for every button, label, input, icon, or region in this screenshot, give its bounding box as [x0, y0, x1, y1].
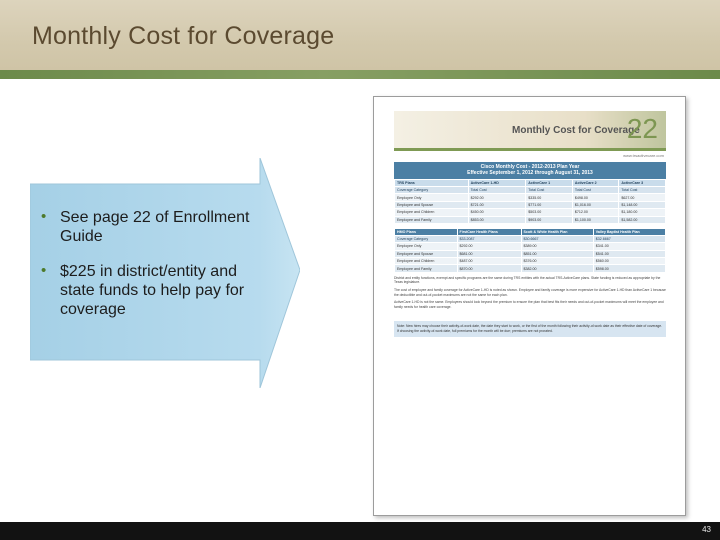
table-cell: Total Cost: [468, 187, 526, 194]
table-cell: $681.00: [457, 250, 521, 257]
table-cell: $1,016.00: [572, 201, 619, 208]
slide-page-number: 43: [702, 525, 711, 534]
document-header: [394, 111, 666, 151]
table-cell: $771.00: [526, 201, 573, 208]
table-cell: Employee Only: [395, 194, 469, 201]
table-row: [395, 265, 666, 272]
table-subheader-row: [395, 187, 666, 194]
table-cell: $292.00: [457, 243, 521, 250]
table-cell: $1,582.00: [619, 216, 666, 223]
column-header: Scott & White Health Plan: [521, 228, 593, 235]
table-cell: Total Cost: [619, 187, 666, 194]
table-cell: $1,180.00: [619, 209, 666, 216]
table-cell: $1,100.00: [572, 216, 619, 223]
table-cell: $450.00: [468, 209, 526, 216]
bullet-list: [34, 208, 254, 335]
table-cell: $32.6667: [593, 235, 665, 242]
enrollment-guide-page-preview: [373, 96, 686, 516]
table-cell: Employee and Children: [395, 258, 458, 265]
column-header: ActiveCare 1: [526, 180, 573, 187]
table-row: [395, 216, 666, 223]
table-cell: $712.00: [572, 209, 619, 216]
table-row: [395, 194, 666, 201]
table-cell: $341.00: [593, 243, 665, 250]
bullet-marker-icon: •: [41, 262, 47, 279]
table-cell: $389.00: [521, 243, 593, 250]
table-cell: $853.00: [468, 216, 526, 223]
table1-header: [394, 162, 666, 179]
table-cell: $870.00: [457, 265, 521, 272]
table-cell: $382.00: [521, 265, 593, 272]
table-cell: Employee and Family: [395, 216, 469, 223]
table1-subtitle: Effective September 1, 2012 through August 31, 2013: [467, 170, 593, 176]
table-cell: $487.00: [457, 258, 521, 265]
table-cell: $560.00: [593, 258, 665, 265]
document-title: Monthly Cost for Coverage: [512, 125, 640, 136]
table-header-row: [395, 180, 666, 187]
bullet-text: See page 22 of Enrollment Guide: [60, 209, 250, 245]
table-cell: Employee Only: [395, 243, 458, 250]
table-cell: $30.6667: [521, 235, 593, 242]
fine-print-paragraph: The cost of employee and family coverage for ActiveCare 1-HD is noted as shown. Employee and family coverage is more expensive for ActiveCare 1-HD than ActiveCare 1 because the deductible and out-of-pocket maximums are not the same for each plan.: [394, 287, 666, 297]
column-header: ActiveCare 1-HD: [468, 180, 526, 187]
hmo-plans-table: [394, 228, 666, 273]
table-header-row: [395, 228, 666, 235]
table-row: [395, 209, 666, 216]
bullet-funding: [34, 262, 254, 319]
table-cell: Total Cost: [572, 187, 619, 194]
bullet-text: $225 in district/entity and state funds to help pay for coverage: [60, 263, 245, 318]
table-cell: $335.00: [526, 194, 573, 201]
table-cell: $292.00: [468, 194, 526, 201]
column-header: FirstCare Health Plans: [457, 228, 521, 235]
table-row: [395, 250, 666, 257]
table-cell: Coverage Category: [395, 235, 458, 242]
table-cell: $721.00: [468, 201, 526, 208]
title-banner: [0, 0, 720, 70]
column-header: Valley Baptist Health Plan: [593, 228, 665, 235]
table-cell: Employee and Spouse: [395, 201, 469, 208]
fine-print-paragraph: District and entity functions, exempt and specific programs are the same during TRS entities with the actual TRS-ActiveCare plans. State funding is reduced as appropriate by the Texas legislature.: [394, 275, 661, 285]
table-cell: $376.00: [521, 258, 593, 265]
document-note: Note: New hires may choose their activity-of-work date, the date they start to work, or the first of the month following their activity-of-work date as their effective date of coverage. If choosing the activity-of-work date, full premiums for the month will be due; premiums are not prorated.: [394, 321, 666, 336]
table-row: [395, 243, 666, 250]
document-url: www.trsactivecare.com: [623, 153, 664, 158]
table-cell: Coverage Category: [395, 187, 469, 194]
table-cell: $498.00: [572, 194, 619, 201]
table-cell: Employee and Spouse: [395, 250, 458, 257]
column-header: ActiveCare 3: [619, 180, 666, 187]
table-cell: $627.00: [619, 194, 666, 201]
footer-bar: [0, 522, 720, 540]
table-cell: $503.00: [526, 209, 573, 216]
table-subheader-row: [395, 235, 666, 242]
column-header: TRS Plans: [395, 180, 469, 187]
table-cell: $851.00: [521, 250, 593, 257]
document-page-number: 22: [626, 113, 658, 144]
table-row: [395, 201, 666, 208]
table1-title: Cisco Monthly Cost - 2012-2013 Plan Year: [480, 164, 580, 170]
bullet-enrollment-guide: [34, 208, 254, 246]
bullet-marker-icon: •: [41, 208, 47, 225]
slide-title: Monthly Cost for Coverage: [32, 22, 335, 50]
column-header: HMO Plans: [395, 228, 458, 235]
table-row: [395, 258, 666, 265]
table-cell: $903.00: [526, 216, 573, 223]
table-cell: $598.00: [593, 265, 665, 272]
table-cell: Employee and Children: [395, 209, 469, 216]
table-cell: $33.2087: [457, 235, 521, 242]
trs-plans-table: [394, 179, 666, 224]
fine-print-paragraph: ActiveCare 1-HD is not the same. Employees should look beyond the premium to ensure the plan that best fits their needs and out-of-pocket maximums will meet the employee and family needs for health care coverage.: [394, 300, 664, 309]
table-cell: $541.00: [593, 250, 665, 257]
table-cell: Employee and Family: [395, 265, 458, 272]
column-header: ActiveCare 2: [572, 180, 619, 187]
table-cell: Total Cost: [526, 187, 573, 194]
title-rule: [0, 70, 720, 79]
table-cell: $1,148.00: [619, 201, 666, 208]
